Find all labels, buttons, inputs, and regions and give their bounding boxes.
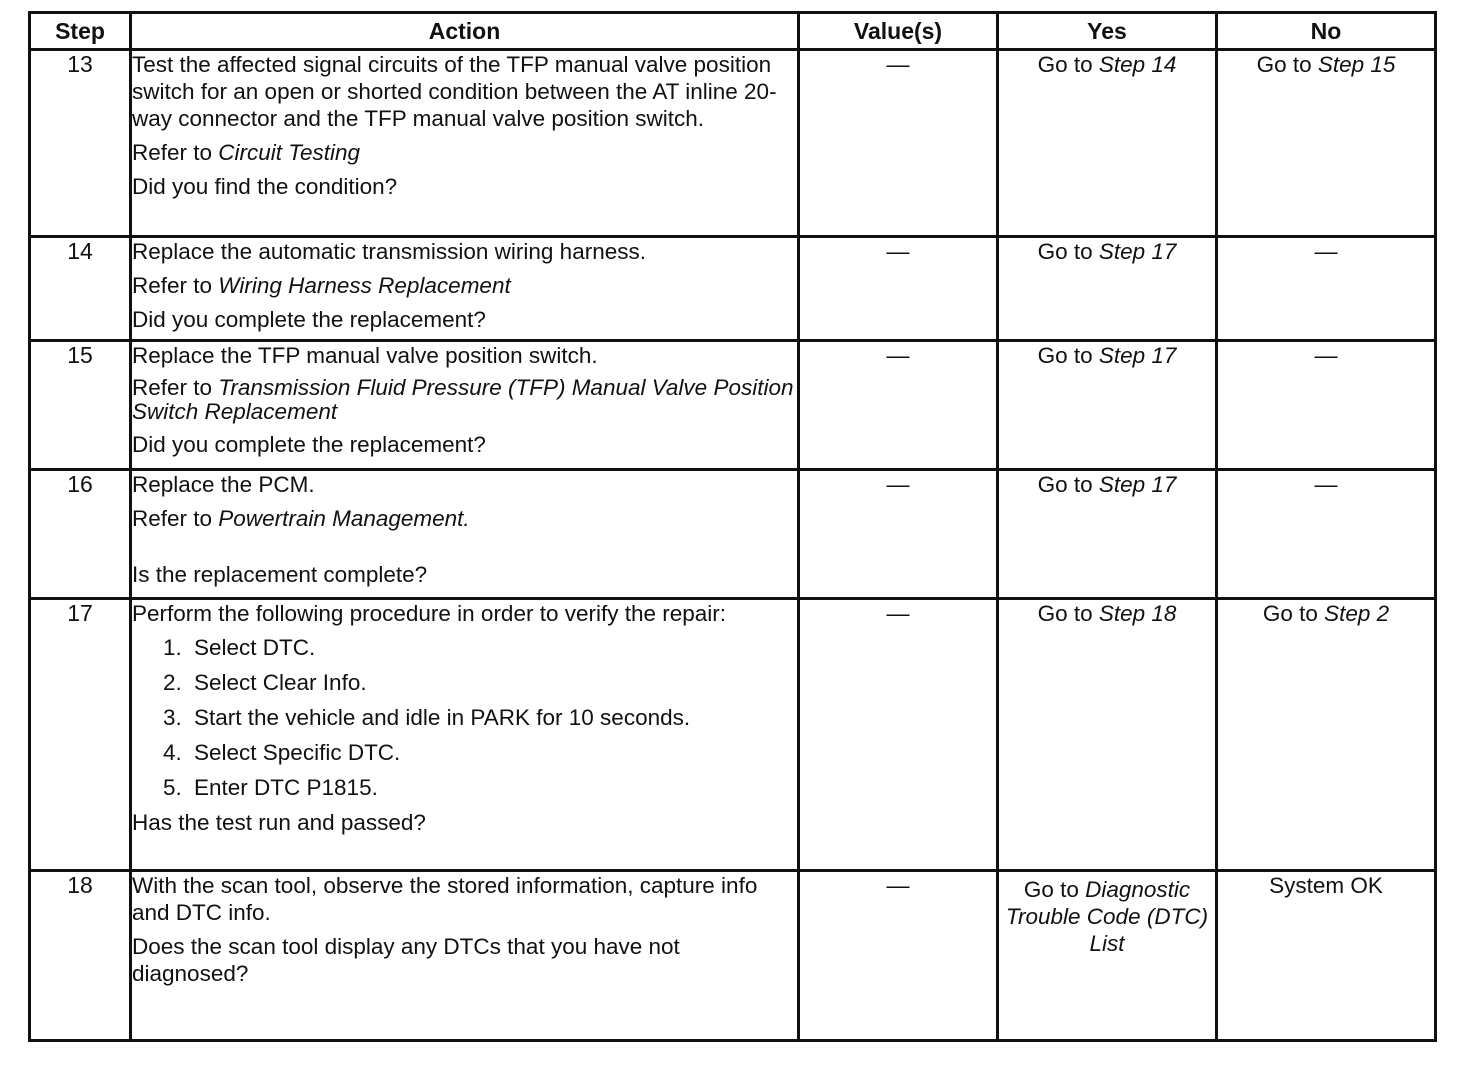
yes-prefix: Go to: [1037, 601, 1099, 626]
no-cell: [1217, 50, 1436, 237]
no-cell: —: [1217, 470, 1436, 599]
refer-line: [132, 139, 797, 166]
no-cell: —: [1217, 237, 1436, 341]
action-cell: [131, 599, 799, 871]
list-item: 2. Select Clear Info.: [188, 669, 797, 696]
value-cell: —: [799, 470, 998, 599]
yes-cell: [998, 871, 1217, 1041]
yes-prefix: Go to: [1037, 239, 1099, 264]
value-cell: —: [799, 237, 998, 341]
header-row: [30, 13, 1436, 50]
step-number: 17: [30, 599, 131, 871]
action-text: Perform the following procedure in order to verify the repair:: [132, 601, 727, 626]
procedure-list: [132, 634, 797, 801]
action-text: Test the affected signal circuits of the TFP manual valve position switch for an open or shorted condition between the AT inline 20-way connector and the TFP manual valve position switch.: [132, 52, 777, 131]
yes-link[interactable]: Step 17: [1098, 472, 1177, 497]
step-number: 14: [30, 237, 131, 341]
step-number: 15: [30, 341, 131, 470]
table-row: [30, 470, 1436, 599]
question-text: Did you complete the replacement?: [132, 432, 486, 457]
value-cell: —: [799, 341, 998, 470]
header-yes: Yes: [998, 13, 1217, 50]
header-action: Action: [131, 13, 799, 50]
step-number: 16: [30, 470, 131, 599]
refer-line: [132, 505, 797, 532]
action-text: Replace the automatic transmission wiring harness.: [132, 239, 646, 264]
refer-prefix: Refer to: [132, 273, 219, 298]
refer-link[interactable]: Transmission Fluid Pressure (TFP) Manual Valve Position Switch Replacement: [132, 375, 794, 424]
yes-cell: [998, 237, 1217, 341]
action-text: Replace the TFP manual valve position switch.: [132, 343, 598, 368]
value-cell: —: [799, 50, 998, 237]
no-prefix: Go to: [1256, 52, 1318, 77]
refer-link[interactable]: Powertrain Management.: [218, 506, 470, 531]
no-cell: System OK: [1217, 871, 1436, 1041]
action-cell: [131, 341, 799, 470]
yes-prefix: Go to: [1023, 877, 1086, 902]
action-text: Replace the PCM.: [132, 472, 315, 497]
table-row: [30, 237, 1436, 341]
header-values: Value(s): [799, 13, 998, 50]
action-cell: [131, 470, 799, 599]
question-text: Did you complete the replacement?: [132, 307, 486, 332]
no-cell: [1217, 599, 1436, 871]
value-cell: —: [799, 599, 998, 871]
list-item: 1. Select DTC.: [188, 634, 797, 661]
yes-link[interactable]: Step 17: [1098, 343, 1177, 368]
action-cell: [131, 237, 799, 341]
value-cell: —: [799, 871, 998, 1041]
refer-prefix: Refer to: [132, 140, 219, 165]
yes-cell: [998, 341, 1217, 470]
list-item: 4. Select Specific DTC.: [188, 739, 797, 766]
refer-line: [132, 376, 797, 424]
yes-cell: [998, 470, 1217, 599]
refer-link[interactable]: Wiring Harness Replacement: [218, 273, 511, 298]
table-row: [30, 599, 1436, 871]
step-number: 18: [30, 871, 131, 1041]
no-link[interactable]: Step 15: [1317, 52, 1396, 77]
step-number: 13: [30, 50, 131, 237]
yes-link[interactable]: Step 18: [1098, 601, 1177, 626]
refer-prefix: Refer to: [132, 506, 219, 531]
list-item: 3. Start the vehicle and idle in PARK for 10 seconds.: [188, 704, 797, 731]
refer-prefix: Refer to: [132, 375, 219, 400]
no-link[interactable]: Step 2: [1324, 601, 1390, 626]
yes-link[interactable]: Diagnostic Trouble Code (DTC) List: [1005, 877, 1209, 956]
header-no: No: [1217, 13, 1436, 50]
diagnostic-table: [28, 11, 1437, 1042]
yes-cell: [998, 50, 1217, 237]
table-row: [30, 871, 1436, 1041]
yes-prefix: Go to: [1037, 472, 1099, 497]
action-text: With the scan tool, observe the stored information, capture info and DTC info.: [132, 873, 758, 925]
action-cell: [131, 871, 799, 1041]
no-prefix: Go to: [1262, 601, 1325, 626]
yes-prefix: Go to: [1037, 343, 1099, 368]
question-text: Has the test run and passed?: [132, 810, 426, 835]
yes-cell: [998, 599, 1217, 871]
list-item: 5. Enter DTC P1815.: [188, 774, 797, 801]
action-cell: [131, 50, 799, 237]
yes-link[interactable]: Step 17: [1098, 239, 1177, 264]
question-text: Does the scan tool display any DTCs that you have not diagnosed?: [132, 934, 680, 986]
table-row: [30, 50, 1436, 237]
refer-link[interactable]: Circuit Testing: [218, 140, 361, 165]
header-step: Step: [30, 13, 131, 50]
yes-link[interactable]: Step 14: [1098, 52, 1177, 77]
refer-line: [132, 272, 797, 299]
table-row: [30, 341, 1436, 470]
no-cell: —: [1217, 341, 1436, 470]
question-text: Did you find the condition?: [132, 174, 398, 199]
question-text: Is the replacement complete?: [132, 562, 428, 587]
yes-prefix: Go to: [1037, 52, 1099, 77]
